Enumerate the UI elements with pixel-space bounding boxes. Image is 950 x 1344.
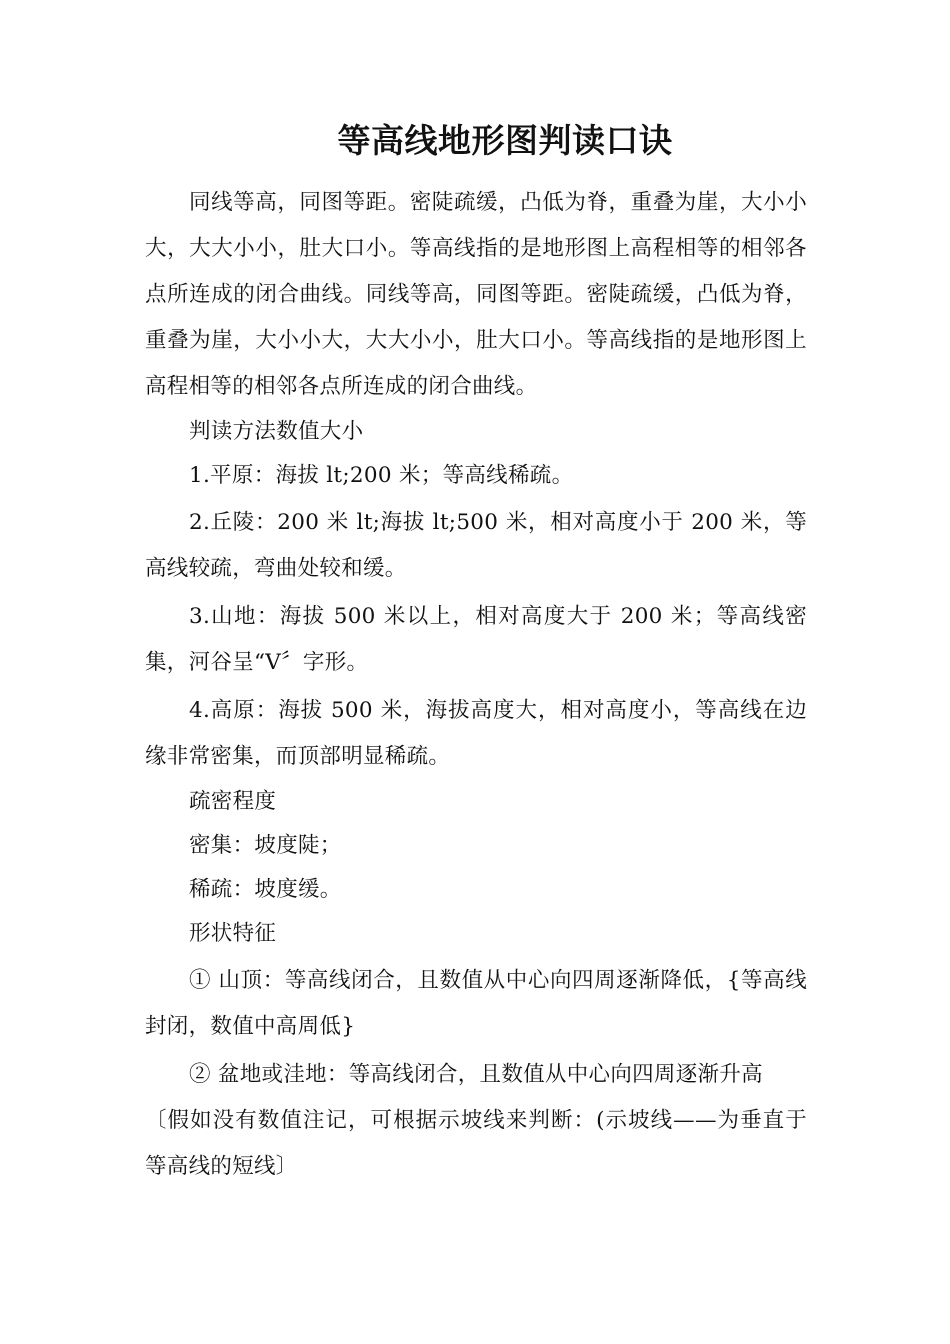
document-body bbox=[145, 180, 807, 1190]
density-dense: 密集：坡度陡； bbox=[189, 833, 342, 858]
density-sparse: 稀疏：坡度缓。 bbox=[189, 877, 342, 902]
section-heading-method: 判读方法数值大小 bbox=[189, 419, 364, 444]
list-item-plain: 1.平原：海拔 lt;200 米；等高线稀疏。 bbox=[189, 463, 574, 488]
shape-summit: ① 山顶：等高线闭合，且数值从中心向四周逐渐降低，{等高线封闭，数值中高周低} bbox=[145, 968, 807, 1039]
list-item-hills: 2.丘陵：200 米 lt;海拔 lt;500 米，相对高度小于 200 米，等高线较疏，弯曲处较和缓。 bbox=[145, 510, 807, 581]
section-heading-shape: 形状特征 bbox=[189, 921, 277, 946]
section-heading-density: 疏密程度 bbox=[189, 789, 277, 814]
list-item-mountain: 3.山地：海拔 500 米以上，相对高度大于 200 米；等高线密集，河谷呈“V〞字形。 bbox=[145, 604, 807, 675]
list-item-plateau: 4.高原：海拔 500 米，海拔高度大，相对高度小，等高线在边缘非常密集，而顶部明显稀疏。 bbox=[145, 698, 807, 769]
shape-basin-note: 〔假如没有数值注记，可根据示坡线来判断：(示坡线——为垂直于等高线的短线〕 bbox=[145, 1108, 807, 1179]
document-title: 等高线地形图判读口诀 bbox=[337, 121, 673, 160]
intro-paragraph: 同线等高，同图等距。密陡疏缓，凸低为脊，重叠为崖，大小小大，大大小小，肚大口小。等高线指的是地形图上高程相等的相邻各点所连成的闭合曲线。同线等高，同图等距。密陡疏缓，凸低为脊，重叠为崖，大小小大，大大小小，肚大口小。等高线指的是地形图上高程相等的相邻各点所连成的闭合曲线。 bbox=[145, 190, 807, 399]
shape-basin: ② 盆地或洼地：等高线闭合，且数值从中心向四周逐渐升高 bbox=[189, 1062, 763, 1087]
